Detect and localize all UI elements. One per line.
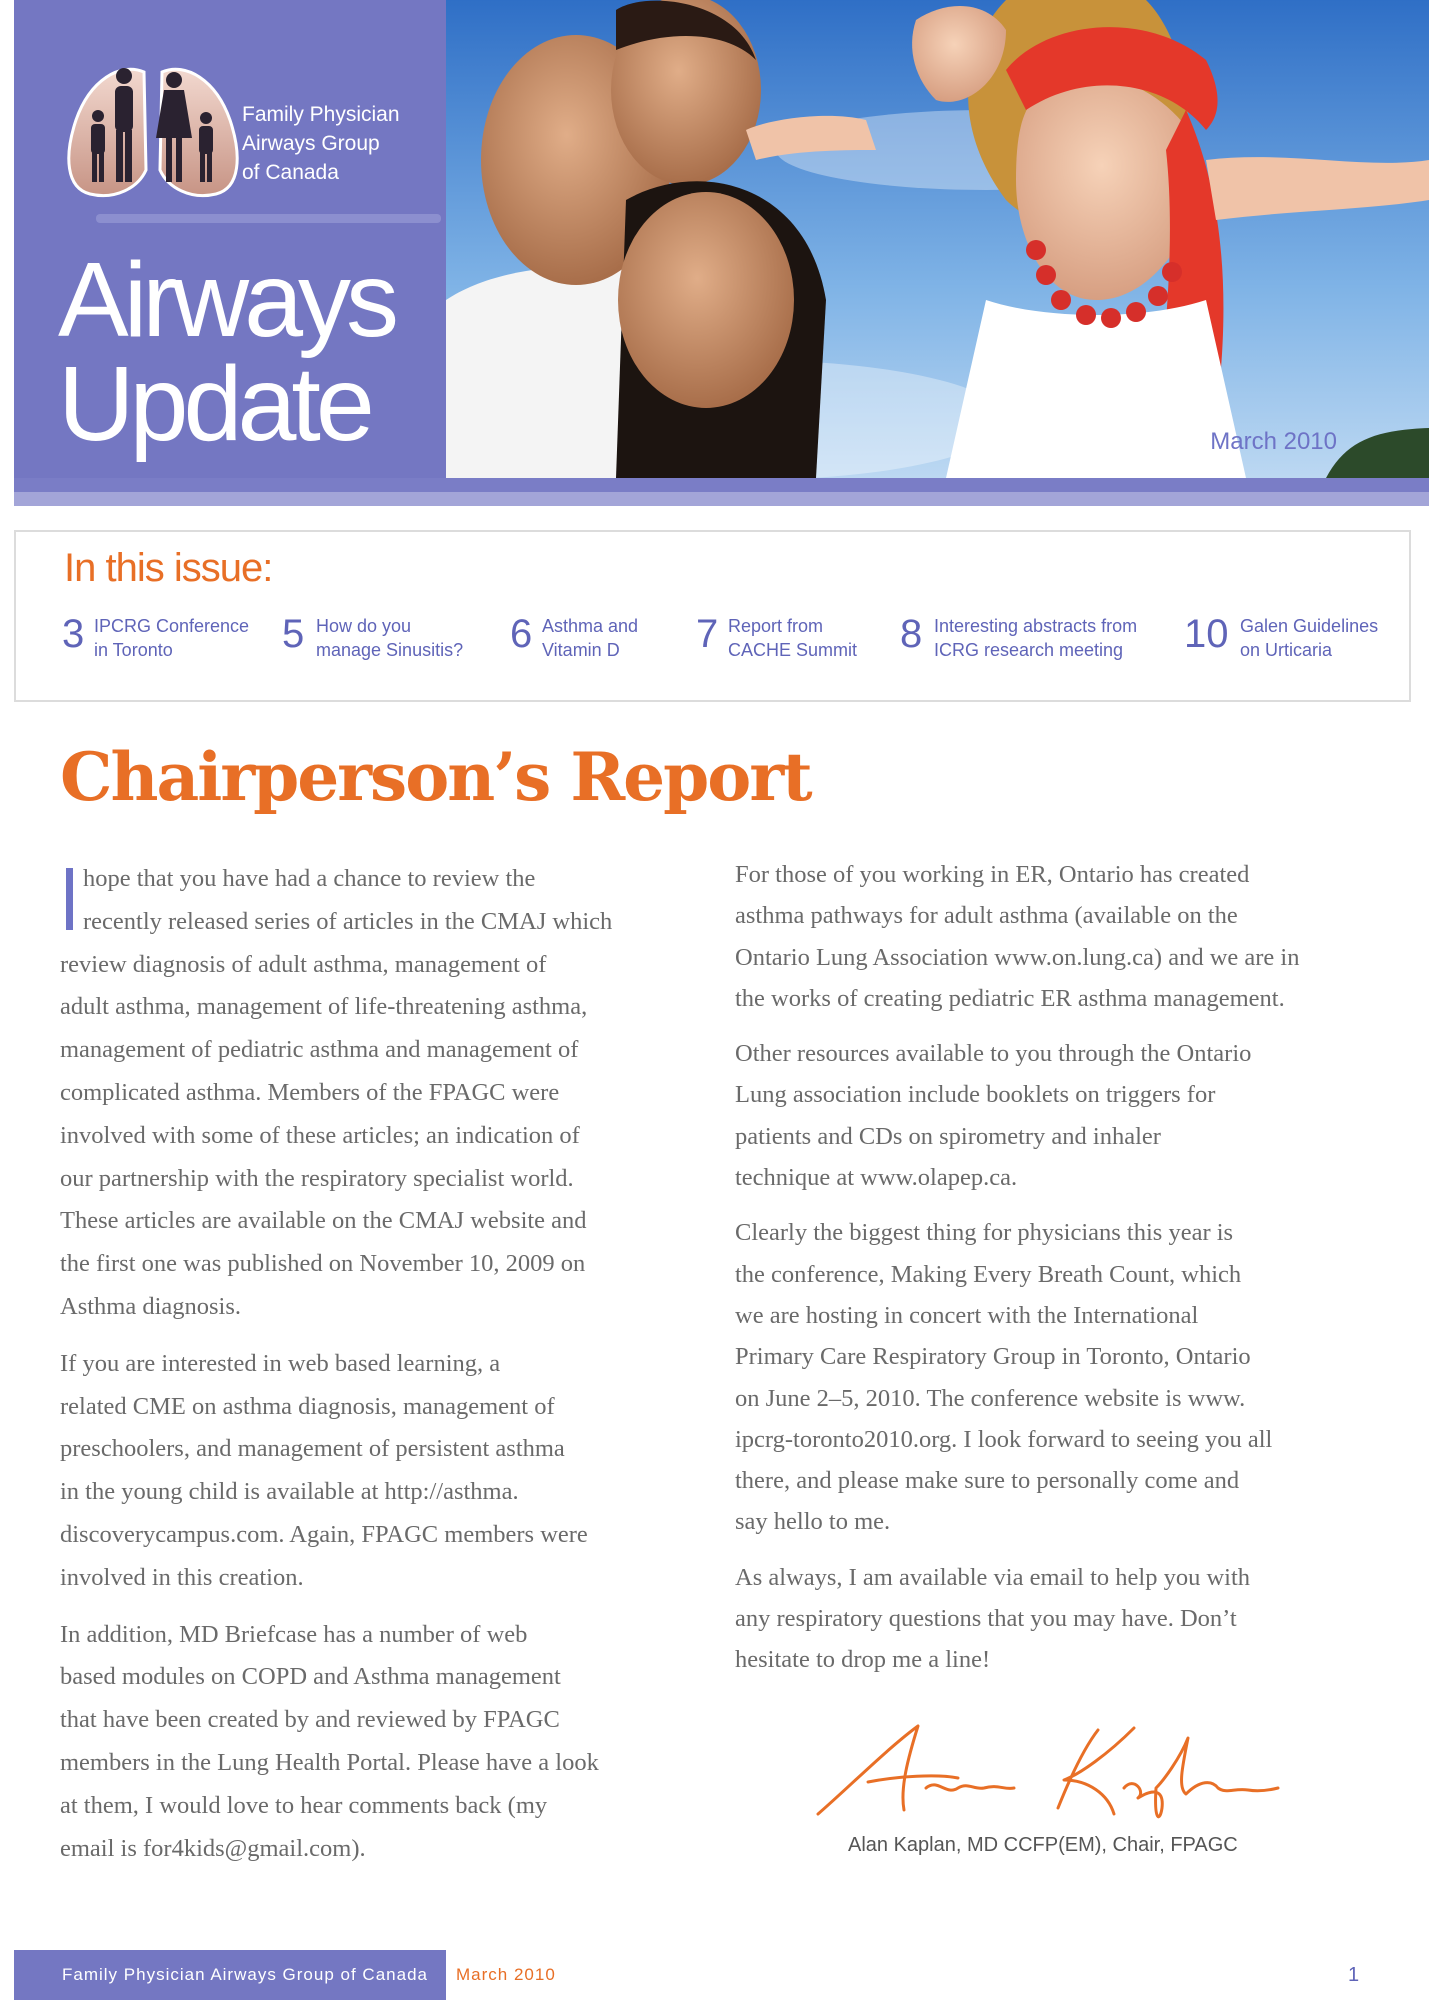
toc-item-label-line: Galen Guidelines <box>1240 616 1379 636</box>
article-paragraph <box>735 1557 1395 1681</box>
article-line: Clearly the biggest thing for physicians this year is <box>735 1219 1234 1247</box>
article-line: in the young child is available at http://asthma. <box>60 1478 519 1506</box>
article-line: review diagnosis of adult asthma, management of <box>60 950 547 978</box>
toc-item-label <box>934 614 1137 662</box>
toc-page-number: 5 <box>282 612 305 656</box>
article-line: the conference, Making Every Breath Count, which <box>735 1260 1242 1288</box>
page-number: 1 <box>1348 1964 1360 1986</box>
article-line: These articles are available on the CMAJ website and <box>60 1207 587 1235</box>
toc-item-label <box>94 614 249 662</box>
article-line: hope that you have had a chance to review the <box>83 865 536 892</box>
article-line: involved with some of these articles; an indication of <box>60 1121 580 1149</box>
article-line: For those of you working in ER, Ontario has created <box>735 861 1250 888</box>
article-paragraph <box>60 858 700 1329</box>
toc-page-number: 8 <box>900 612 923 656</box>
toc-item-label-line: in Toronto <box>94 640 173 660</box>
article-paragraph <box>60 1614 700 1871</box>
article-line: that have been created by and reviewed by FPAGC <box>60 1706 560 1734</box>
newsletter-title-line: Update <box>58 345 370 463</box>
article-line: involved in this creation. <box>60 1563 304 1591</box>
article-line: Ontario Lung Association www.on.lung.ca) and we are in <box>735 943 1300 971</box>
article-line: patients and CDs on spirometry and inhaler <box>735 1122 1161 1150</box>
org-name <box>242 100 400 187</box>
signature-name: Alan Kaplan, MD CCFP(EM), Chair, FPAGC <box>848 1834 1238 1856</box>
article-line: email is for4kids@gmail.com). <box>60 1834 366 1862</box>
article-paragraph <box>735 1033 1395 1198</box>
footer-org-bar: Family Physician Airways Group of Canada <box>14 1950 446 2000</box>
header-band <box>14 478 1429 492</box>
in-this-issue-box <box>14 530 1411 702</box>
article-right-column <box>735 854 1395 1695</box>
article-line: Asthma diagnosis. <box>60 1292 242 1320</box>
in-this-issue-title: In this issue: <box>64 546 273 590</box>
article-line: any respiratory questions that you may have. Don’t <box>735 1605 1237 1633</box>
article-line: discoverycampus.com. Again, FPAGC members were <box>60 1520 588 1548</box>
article-line: ipcrg-toronto2010.org. I look forward to seeing you all <box>735 1425 1273 1453</box>
toc-item-label-line: Report from <box>728 616 824 636</box>
org-name-line: of Canada <box>242 161 339 184</box>
org-name-line: Airways Group <box>242 132 380 155</box>
toc-page-number: 7 <box>696 612 719 656</box>
article-line: recently released series of articles in the CMAJ which <box>83 907 613 935</box>
toc-item-label-line: Asthma and <box>542 616 639 636</box>
toc-item-label-line: How do you <box>316 616 412 636</box>
article-paragraph <box>60 1343 700 1600</box>
article-line: hesitate to drop me a line! <box>735 1646 991 1674</box>
toc-page-number: 10 <box>1184 612 1229 656</box>
article-line: there, and please make sure to personally come and <box>735 1467 1240 1495</box>
article-line: technique at www.olapep.ca. <box>735 1164 1018 1192</box>
toc-item-label-line: IPCRG Conference <box>94 616 250 636</box>
toc-item-label-line: on Urticaria <box>1240 640 1333 660</box>
newsletter-title-line: Airways <box>58 241 395 359</box>
article-line: on June 2–5, 2010. The conference website is www. <box>735 1384 1246 1412</box>
masthead-panel <box>14 0 446 478</box>
toc-page-number: 6 <box>510 612 533 656</box>
article-line: we are hosting in concert with the International <box>735 1301 1199 1329</box>
article-line: Primary Care Respiratory Group in Toronto, Ontario <box>735 1343 1251 1371</box>
article-line: at them, I would love to hear comments back (my <box>60 1791 548 1819</box>
article-line: say hello to me. <box>735 1508 891 1536</box>
handwritten-signature <box>808 1718 1282 1822</box>
article-paragraph <box>735 854 1395 1019</box>
masthead-divider <box>96 214 441 223</box>
toc-item-label-line: Interesting abstracts from <box>934 616 1138 636</box>
org-name-line: Family Physician <box>242 103 400 126</box>
article-line: If you are interested in web based learning, a <box>60 1349 501 1377</box>
newsletter-title <box>58 241 395 463</box>
article-line: Other resources available to you through the Ontario <box>735 1040 1252 1068</box>
toc-item-label <box>1240 614 1378 662</box>
issue-date: March 2010 <box>1210 428 1337 455</box>
toc-item-label <box>728 614 857 662</box>
article-line: based modules on COPD and Asthma management <box>60 1663 561 1691</box>
article-line: Lung association include booklets on triggers for <box>735 1081 1216 1109</box>
article-left-column <box>60 858 700 1884</box>
article-title: Chairperson’s Report <box>60 738 811 816</box>
lungs-family-logo-icon <box>60 60 246 200</box>
article-line: related CME on asthma diagnosis, management of <box>60 1392 555 1420</box>
article-line: preschoolers, and management of persistent asthma <box>60 1435 565 1463</box>
article-line: management of pediatric asthma and management of <box>60 1036 579 1064</box>
toc-item-label-line: Vitamin D <box>542 640 620 660</box>
header-band-light <box>14 492 1429 506</box>
footer-date: March 2010 <box>456 1965 556 1984</box>
toc-item-label-line: CACHE Summit <box>728 640 858 660</box>
toc-item-label-line: manage Sinusitis? <box>316 640 464 660</box>
article-line: members in the Lung Health Portal. Please have a look <box>60 1748 599 1776</box>
toc-item-label <box>542 614 638 662</box>
article-line: adult asthma, management of life-threatening asthma, <box>60 993 588 1021</box>
article-paragraph <box>735 1212 1395 1542</box>
toc-page-number: 3 <box>62 612 85 656</box>
family-photo <box>446 0 1429 478</box>
article-line: complicated asthma. Members of the FPAGC were <box>60 1078 560 1106</box>
article-line: our partnership with the respiratory specialist world. <box>60 1164 574 1192</box>
article-line: In addition, MD Briefcase has a number of web <box>60 1620 528 1648</box>
article-line: As always, I am available via email to help you with <box>735 1563 1251 1591</box>
family-photo-illustration <box>446 0 1429 478</box>
article-line: the works of creating pediatric ER asthma management. <box>735 984 1285 1012</box>
toc-item-label-line: ICRG research meeting <box>934 640 1124 660</box>
article-line: the first one was published on November 10, 2009 on <box>60 1250 586 1278</box>
article-line: asthma pathways for adult asthma (available on the <box>735 902 1238 930</box>
toc-item-label <box>316 614 463 662</box>
